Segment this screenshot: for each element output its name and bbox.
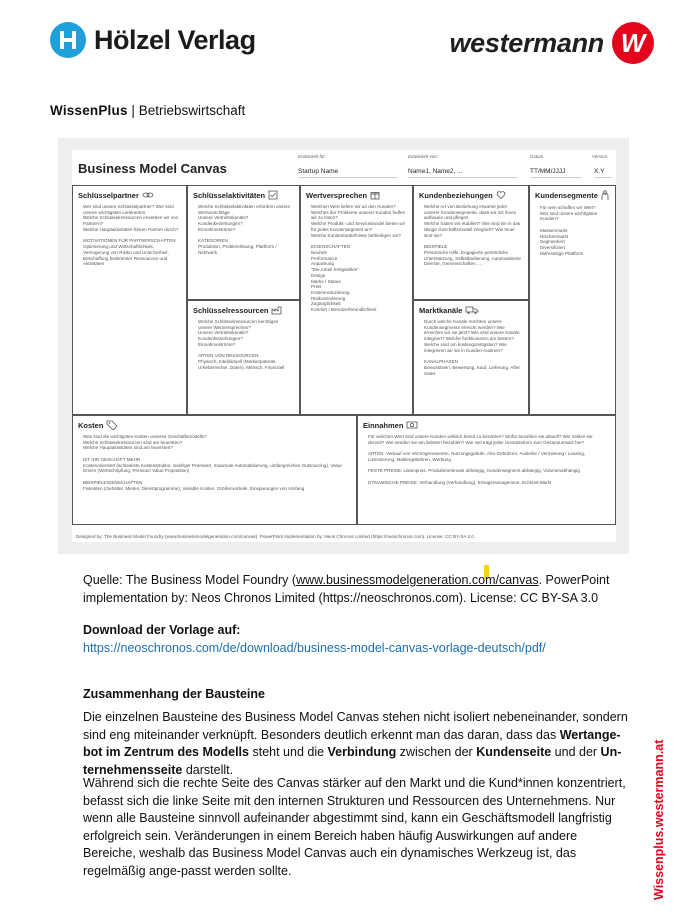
download-link[interactable]: https://neoschronos.com/de/download/business-model-canvas-vorlage-deutsch/pdf/ <box>83 641 546 655</box>
block-revenue-streams <box>357 415 616 525</box>
factory-icon <box>271 305 283 315</box>
meta-value-version: X.Y <box>594 166 612 178</box>
meta-label-version: Version: <box>592 154 609 159</box>
block-customer-segments <box>529 185 616 415</box>
person-icon <box>601 190 609 201</box>
block-value-propositions <box>300 185 413 415</box>
block-text: Was sind die wichtigsten Kosten unseres Geschäftsmodells? Welche Schlüsselressourcen sind am teuersten? Welche Hauptaktivitäten sind am teuersten? IST IHR GESCHÄFT MEHR Kostenorientiert (schlankste Kostenstruktur, niedriger Preiswert, maximale Automatisierung, umfangreiches Outsourcing), Value Driven (Wertschöpfung, Premium Value Proposition) BEISPIELEIGENSCHAFTEN Fixkosten (Gehälter, Mieten, Dienstprogramme), Variable Kosten, Größenvorteile, Einsparungen von Umfang <box>83 434 342 491</box>
canvas-title: Business Model Canvas <box>78 161 227 176</box>
checklist-icon <box>268 190 278 200</box>
source-suffix: . PowerPoint implementation by: Neos Chronos Limited (https://neoschronos.com). License: CC BY-SA 3.0 <box>83 573 610 605</box>
source-prefix: Quelle: The Business Model Foundry ( <box>83 573 297 587</box>
canvas-sheet <box>72 150 616 542</box>
block-title: Einnahmen <box>363 420 404 430</box>
source-link[interactable]: www.businessmodelgeneration.com/canvas <box>296 573 539 587</box>
block-text: Welche Schlüsselaktivitäten erfordern unsere Wertvorschläge Unsere Vertriebskanäle? Kundenbeziehungen? Einnahmeströme? KATEGORIEN Produktion, Problemlösung, Plattform / Netzwerk <box>198 204 291 255</box>
heart-icon <box>496 190 506 200</box>
hoelzel-logo <box>50 22 256 58</box>
hoelzel-wordmark: Hölzel Verlag <box>94 24 256 55</box>
block-title: Schlüsselpartner <box>78 190 139 200</box>
meta-label-date: Datum: <box>530 154 545 159</box>
brand-label: WissenPlus <box>50 103 128 118</box>
block-key-activities <box>187 185 300 300</box>
tag-icon <box>106 420 118 430</box>
meta-value-by: Name1, Name2, ... <box>408 166 518 178</box>
block-text: Wer sind unsere Schlüsselpartner? Wer sind unsere wichtigsten Lieferanten Welche Schlüsselressourcen erwerben wir von Partnern? Welche Hauptaktivitäten führen Partner durch? MOTIVATIONEN FÜR PARTNERSCHAFTEN Optimierung und Wirtschaftlichkeit, Verringerung von Risiko und Unsicherheit, Beschaffung bestimmter Ressourcen und Aktivitäten <box>83 204 179 267</box>
block-title: Kosten <box>78 420 104 430</box>
block-text: Durch welche Kanäle möchten unsere Kundensegmente erreicht werden? Wie erreichen wir sie jetzt? Wie sind unsere Kanäle integriert? Welche funktionieren am besten? Welche sind am kostengünstigsten? Wie integrieren wir sie in Kunden-routinen? KANALPHASEN Bewusstsein, Bewertung, Kauf, Lieferung, After Sales <box>424 319 521 376</box>
breadcrumb <box>50 103 245 118</box>
westermann-wordmark: westermann <box>449 27 604 58</box>
block-text: Welche Schlüsselressourcen benötigen unsere Wertversprechen? Unsere Vertriebskanäle? Kundenbeziehungen? Einnahmeströme? ARTEN VON RESSOURCEN Physisch, Intellektuell (Markenpatente, Urheberrechte, Daten), Mensch, Finanziell <box>198 319 285 370</box>
business-model-canvas-image <box>58 138 629 554</box>
download-heading: Download der Vorlage auf: <box>83 623 241 637</box>
truck-icon <box>465 305 479 315</box>
block-text: Welche Art von Beziehung erwartet jeder unserer Kundensegmente, dass wir mit ihnen aufbauen und pflegen Welche haben wir etabliert? Wie sind sie in das übrige Geschäftsmodell integriert? Wie teuer sind sie? BEISPIELE Persönliche Hilfe, Engagierte persönliche Unterstützung, Selbstbedienung, Automatisierte Dienste, Gemeinschaften, ... <box>424 204 522 267</box>
side-url[interactable]: Wissenplus.westermann.at <box>652 739 666 900</box>
canvas-credit: Designed by: The Business Model Foundry (www.businessmodelgeneration.com/canvas). PowerPoint implementation by: Neos Chronos Limited (https://neoschronos.com). License: CC BY-SA 3.0 <box>76 534 474 539</box>
block-title: Marktkanäle <box>419 305 463 315</box>
section-heading: Zusammenhang der Bausteine <box>83 687 265 701</box>
block-customer-relationships <box>413 185 529 300</box>
block-title: Kundensegmente <box>535 191 598 200</box>
westermann-w-badge: W <box>612 22 654 64</box>
money-icon <box>406 420 418 430</box>
block-title: Schlüsselaktivitäten <box>193 190 266 200</box>
block-channels <box>413 300 529 415</box>
paragraph-2: Während sich die rechte Seite des Canvas stärker auf den Markt und die Kund*innen konzentriert, befasst sich die linke Seite mit den internen Strukturen und Ressourcen des Unternehmens. Nur wenn alle Bausteine sinnvoll aufeinander abgestimmt sind, kann ein Geschäftsmodell langfristig erfolgreich sein. Veränderungen in einem Bereich haben häufig Auswirkungen auf andere Bereiche, weshalb das Business Model Canvas auch ein dynamisches Werkzeug ist, das regelmäßig ange-passt werden sollte. <box>83 776 626 878</box>
meta-label-for: Entwickelt für: <box>298 154 327 159</box>
block-text: Für welchen Wert sind unsere Kunden wirklich bereit zu bezahlen? Wofür bezahlen sie aktuell? Wie zahlen sie derzeit? Wie würden sie am liebsten bezahlen? Wie viel trägt jeder Umsatzstrom zum Gesamtumsatz bei? ARTEN: Verkauf von Vermögenswerten, Nutzungsgebühr, Abo-Gebühren, Ausleihe / Vermietung / Leasing, Lizenzierung, Maklergebühren, Werbung FESTE PREISE: Listenpreis, Produktmerkmale abhängig, Kundensegment abhängig, Volumenabhängig DYNAMISCHE PREISE: Verhandlung (Verhandlung), Ertragsmanagement, Echtzeit-Markt <box>368 434 593 485</box>
meta-value-for: Startup Name <box>298 166 398 178</box>
meta-label-by: Entwickelt von: <box>408 154 439 159</box>
block-cost-structure <box>72 415 357 525</box>
block-title: Kundenbeziehungen <box>419 190 493 200</box>
breadcrumb-separator: | <box>131 103 135 118</box>
subject-label: Betriebswirtschaft <box>138 103 246 118</box>
hoelzel-h-icon <box>50 22 86 58</box>
block-text: Für wen schaffen wir Wert? Wer sind unsere wichtigsten Kunden? Massenmarkt Nischenmarkt Segmentiert Diversifiziert Mehrseitige Plattform <box>540 205 598 256</box>
paragraph-1: Die einzelnen Bausteine des Business Model Canvas stehen nicht isoliert nebeneinander, sondern sind eng miteinander verknüpft. Besonders deutlich erkennt man das daran, dass das Wertange-bot im Zentrum des Modells steht und die Verbindung zwischen der Kundenseite und der Un-ternehmensseite darstellt. <box>83 710 628 777</box>
block-text: Welchen Wert liefern wir an den Kunden? Welches der Probleme unserer Kunden helfen wir zu lösen? Welche Produkt- und Servicebündel bieten wir für jedes Kundensegment an? Welche Kundenbedürfnisse befriedigen wir? EIGENSCHAFTEN Neuheit Performance Anpassung "Die Arbeit fertigstellen" Design Marke / Status Preis Kostenreduzierung Risikominderung Zugänglichkeit Komfort / Benutzerfreundlichkeit <box>311 204 406 313</box>
westermann-logo <box>449 22 654 64</box>
block-title: Schlüsselressourcen <box>193 305 269 315</box>
meta-value-date: TT/MM/JJJJ <box>530 166 582 178</box>
link-icon <box>142 190 154 200</box>
source-note <box>83 571 643 607</box>
block-key-partners <box>72 185 187 415</box>
block-key-resources <box>187 300 300 415</box>
gift-icon <box>370 190 380 200</box>
block-title: Wertversprechen <box>306 190 368 200</box>
